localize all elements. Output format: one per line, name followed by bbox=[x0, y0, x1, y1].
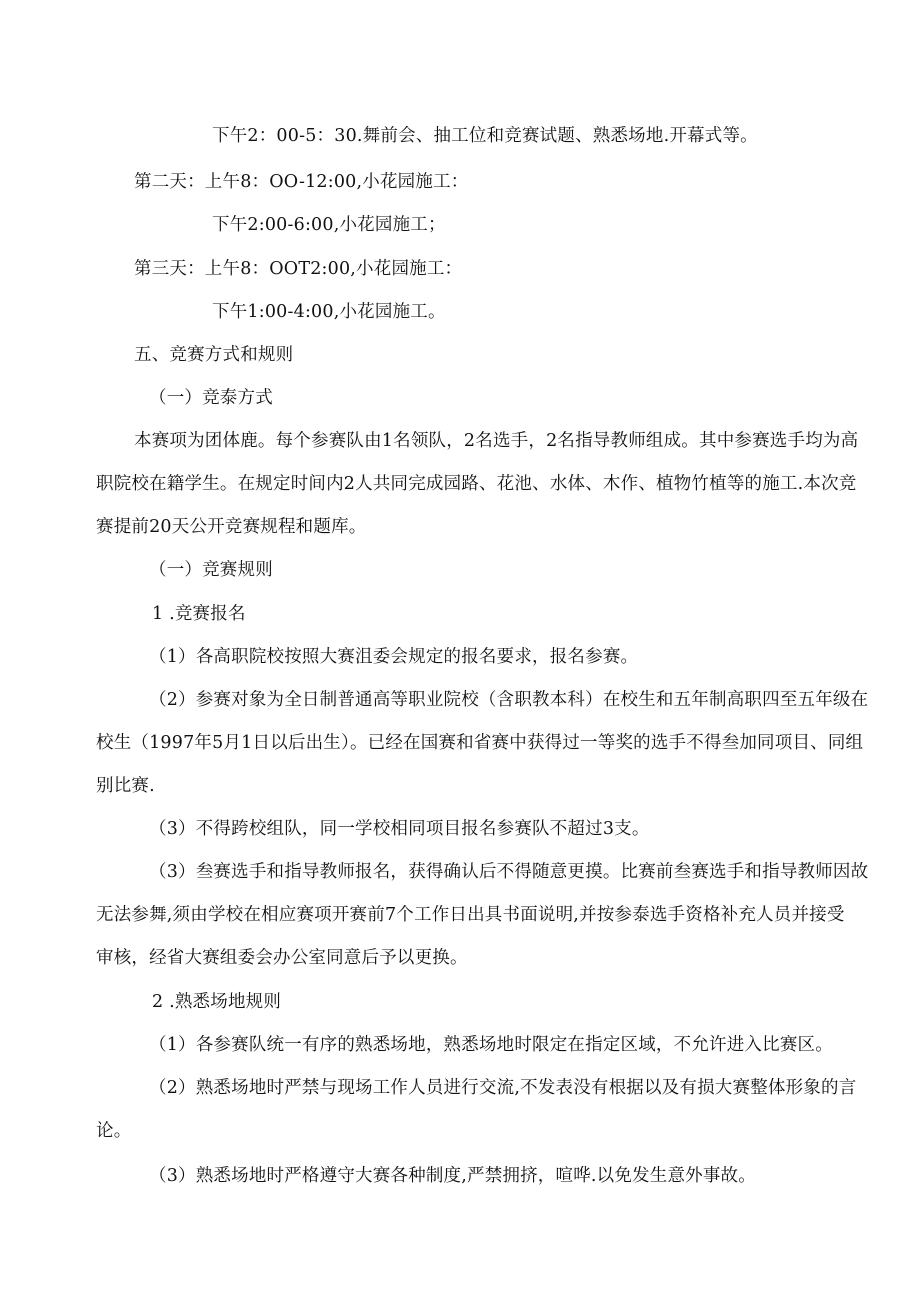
rule-heading-venue: 2 .熟悉场地规则 bbox=[152, 992, 282, 1012]
paragraph-line: 职院校在籍学生。在规定时间内2人共同完成园路、花池、水体、木作、植物竹植等的施工.本次竞 bbox=[96, 474, 857, 494]
rule-item: （1）各参赛队统一有序的熟悉场地，熟悉场地时限定在指定区域，不允许进入比赛区。 bbox=[149, 1035, 833, 1055]
rule-item: （2）熟悉场地时严禁与现场工作人员进行交流,不发表没有根据以及有损大赛整体形象的言 bbox=[149, 1078, 857, 1098]
rule-item: 别比赛. bbox=[96, 776, 155, 796]
rule-item: 审核，经省大赛组委会办公室同意后予以更换。 bbox=[96, 948, 468, 968]
schedule-day3-afternoon: 下午1:00-4:00,小花园施工。 bbox=[212, 302, 446, 322]
subsection-heading-method: （一）竞泰方式 bbox=[149, 388, 273, 408]
rule-item: 无法参舞,须由学校在相应赛项开赛前7个工作日出具书面说明,并按参泰选手资格补充人员并接受 bbox=[96, 905, 845, 925]
rule-item: 校生（1997年5月1日以后出生）。已经在国赛和省赛中获得过一等奖的选手不得叁加同项目、同组 bbox=[96, 733, 864, 753]
paragraph-line: 赛提前20天公开竞赛规程和题库。 bbox=[96, 517, 367, 537]
schedule-day2-afternoon: 下午2:00-6:00,小花园施工； bbox=[212, 215, 446, 235]
rule-heading-registration: 1 .竞赛报名 bbox=[152, 604, 246, 624]
rule-item: （1）各高职院校按照大赛沮委会规定的报名要求，报名参赛。 bbox=[149, 647, 639, 667]
subsection-heading-rules: （一）竞赛规则 bbox=[149, 560, 273, 580]
section-heading: 五、竞赛方式和规则 bbox=[134, 345, 294, 365]
schedule-day2-morning: 第二天：上午8：OO-12:00,小花园施工： bbox=[134, 172, 469, 192]
paragraph-line: 本赛项为团体鹿。每个参赛队由1名领队，2名选手，2名指导教师组成。其中参赛选手均为高 bbox=[134, 431, 859, 451]
schedule-day3-morning: 第三天：上午8：OOT2:00,小花园施工： bbox=[134, 259, 463, 279]
rule-item: （3）叁赛选手和指导教师报名，获得确认后不得随意更摸。比赛前叁赛选手和指导教师因故 bbox=[149, 862, 869, 882]
schedule-day1-afternoon: 下午2：00-5：30.舞前会、抽工位和竞赛试题、熟悉场地.开幕式等。 bbox=[212, 126, 758, 146]
rule-item: （2）参赛对象为全日制普通高等职业院校（含职教本科）在校生和五年制高职四至五年级在 bbox=[149, 690, 869, 710]
rule-item: （3）不得跨校组队，同一学校相同项目报名参赛队不超过3支。 bbox=[149, 819, 650, 839]
rule-item: 论。 bbox=[96, 1121, 132, 1141]
rule-item: （3）熟悉场地时严格遵守大赛各种制度,严禁拥挤，喧哗.以免发生意外事故。 bbox=[149, 1166, 756, 1186]
